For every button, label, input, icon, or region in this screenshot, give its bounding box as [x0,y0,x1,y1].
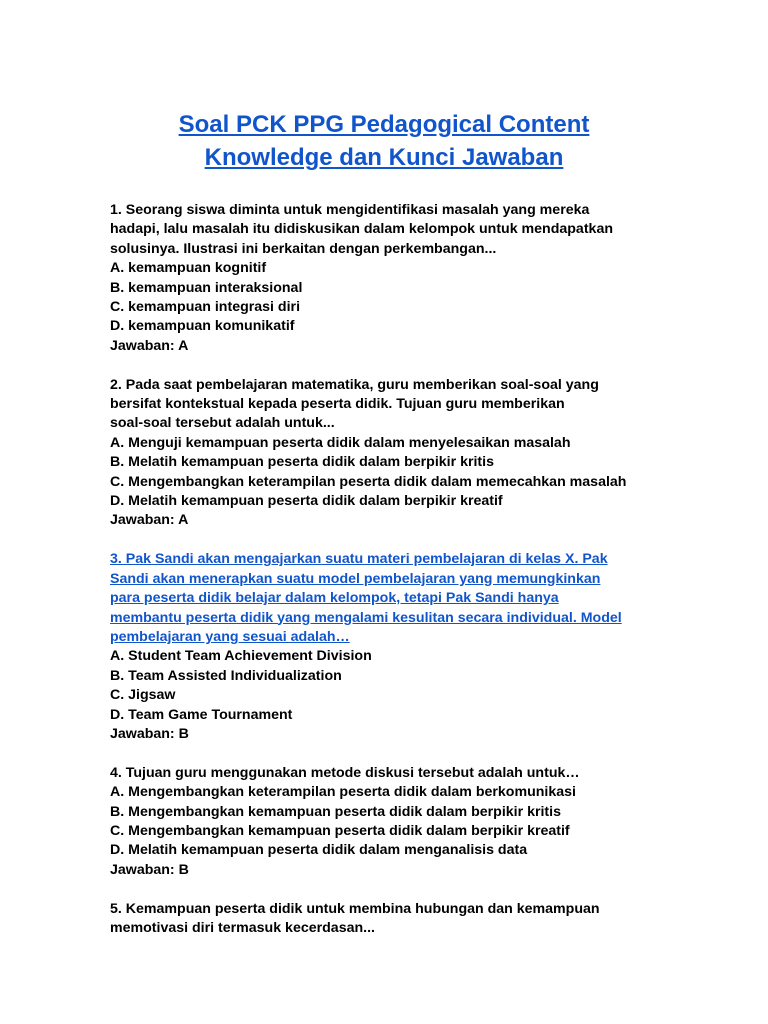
question-1 [110,201,690,356]
option-d: D. Melatih kemampuan peserta didik dalam menganalisis data [110,842,528,859]
option-b: B. Mengembangkan kemampuan peserta didik dalam berpikir kritis [110,803,561,820]
question-text-line: 3. Pak Sandi akan mengajarkan suatu materi pembelajaran di kelas X. Pak [110,551,608,568]
option-b: B. Melatih kemampuan peserta didik dalam berpikir kritis [110,454,494,471]
title-line-1: Soal PCK PPG Pedagogical Content [178,111,590,138]
question-text-line: soal-soal tersebut adalah untuk... [110,415,335,432]
answer-key: Jawaban: B [110,725,189,742]
option-a: A. Mengembangkan keterampilan peserta didik dalam berkomunikasi [110,784,576,801]
option-d: D. Team Game Tournament [110,706,293,723]
question-3 [110,550,690,744]
question-3-link[interactable] [110,550,690,647]
question-text-line: Sandi akan menerapkan suatu model pembelajaran yang memungkinkan [110,570,601,587]
option-d: D. Melatih kemampuan peserta didik dalam berpikir kreatif [110,493,503,510]
question-text-line: hadapi, lalu masalah itu didiskusikan dalam kelompok untuk mendapatkan [110,221,613,238]
question-text-line: pembelajaran yang sesuai adalah… [110,628,350,645]
question-text-line: bersifat kontekstual kepada peserta didik. Tujuan guru memberikan [110,396,565,413]
question-text-line: 5. Kemampuan peserta didik untuk membina hubungan dan kemampuan [110,900,600,917]
question-2 [110,376,690,531]
question-text-line: 1. Seorang siswa diminta untuk mengidentifikasi masalah yang mereka [110,202,590,218]
option-a: A. Menguji kemampuan peserta didik dalam menyelesaikan masalah [110,434,571,451]
option-c: C. Jigsaw [110,687,176,704]
option-c: C. kemampuan integrasi diri [110,299,301,316]
option-d: D. kemampuan komunikatif [110,318,295,335]
question-text-line: membantu peserta didik yang mengalami kesulitan secara individual. Model [110,609,622,626]
option-c: C. Mengembangkan kemampuan peserta didik dalam berpikir kreatif [110,822,570,839]
answer-key: Jawaban: A [110,512,189,529]
title-line-2: Knowledge dan Kunci Jawaban [204,144,564,171]
title-link[interactable] [179,111,590,171]
question-4 [110,764,690,880]
option-b: B. kemampuan interaksional [110,279,303,296]
option-a: A. Student Team Achievement Division [110,648,372,665]
question-text-line: para peserta didik belajar dalam kelompok, tetapi Pak Sandi hanya [110,590,559,607]
page-title [0,108,768,174]
answer-key: Jawaban: B [110,861,189,878]
option-b: B. Team Assisted Individualization [110,667,342,684]
option-a: A. kemampuan kognitif [110,260,267,277]
answer-key: Jawaban: A [110,337,189,354]
question-text-line: solusinya. Ilustrasi ini berkaitan dengan perkembangan... [110,240,497,257]
question-list [110,201,690,958]
question-5 [110,900,690,939]
question-text-line: 4. Tujuan guru menggunakan metode diskusi tersebut adalah untuk… [110,764,580,781]
question-text-line: memotivasi diri termasuk kecerdasan... [110,919,375,936]
question-text-line: 2. Pada saat pembelajaran matematika, guru memberikan soal-soal yang [110,376,599,393]
option-c: C. Mengembangkan keterampilan peserta didik dalam memecahkan masalah [110,473,627,490]
